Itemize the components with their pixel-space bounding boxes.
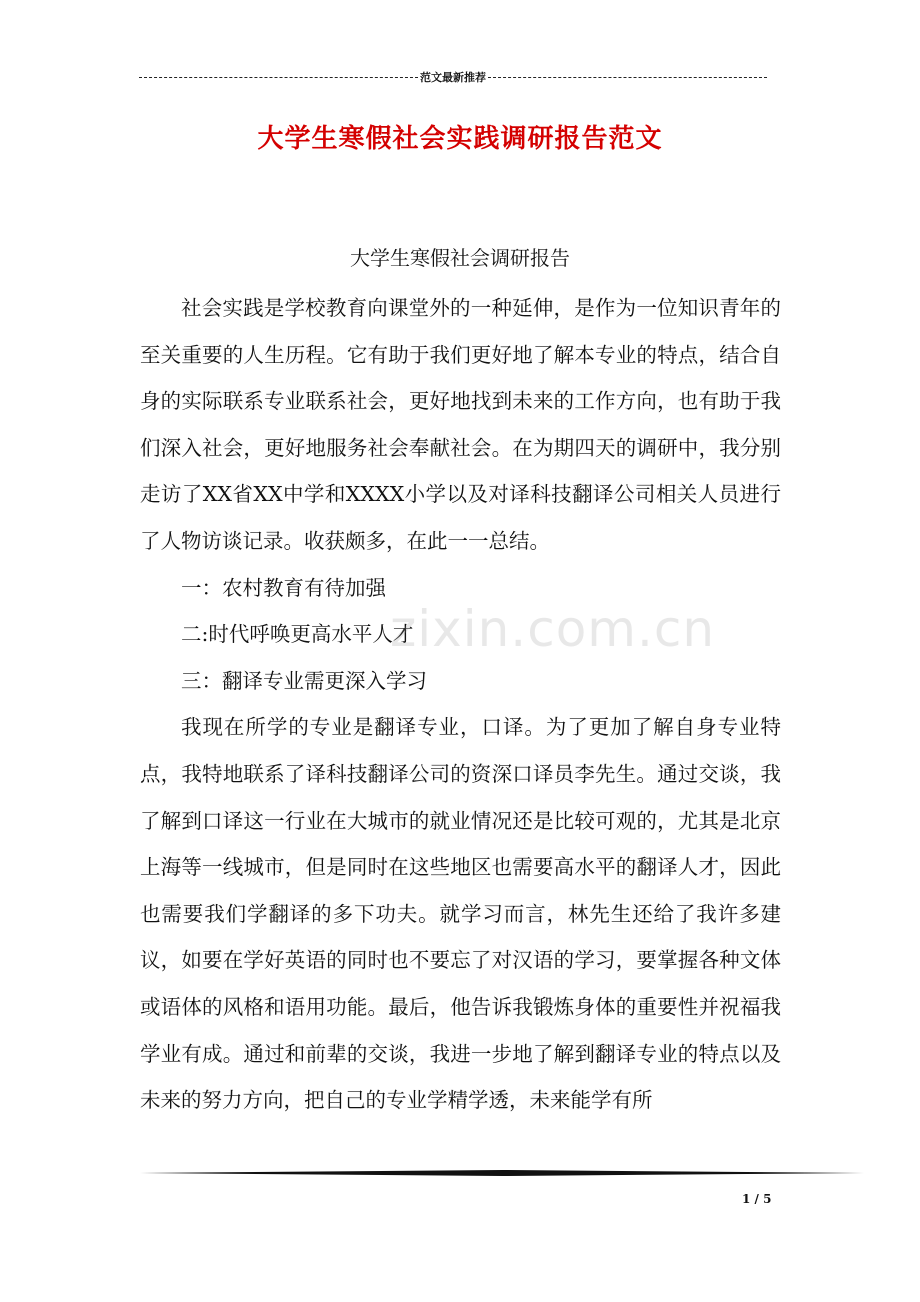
page-number: 1 / 5 [742, 1192, 772, 1206]
header-label: 范文最新推荐 [420, 71, 486, 84]
page-header [139, 68, 767, 86]
header-dashes-right [488, 77, 767, 78]
watermark: zixin.com.cn [390, 600, 716, 658]
section-heading-1: 一：农村教育有待加强 [181, 575, 386, 600]
section-heading-3: 三：翻译专业需更深入学习 [181, 668, 427, 693]
paragraph-intro: 社会实践是学校教育向课堂外的一种延伸，是作为一位知识青年的至关重要的人生历程。它有助于我们更好地了解本专业的特点，结合自身的实际联系专业联系社会，更好地找到未来的工作方向，也有助于我们深入社会，更好地服务社会奉献社会。在为期四天的调研中，我分别走访了XX省XX中学和XXXX小学以及对译科技翻译公司相关人员进行了人物访谈记录。收获颇多，在此一一总结。 [140, 296, 781, 553]
document-title: 大学生寒假社会实践调研报告范文 [257, 124, 663, 154]
section-heading-2: 二:时代呼唤更高水平人才 [181, 622, 414, 647]
document-body [140, 285, 781, 1124]
header-dashes-left [139, 77, 418, 78]
paragraph-translation: 我现在所学的专业是翻译专业，口译。为了更加了解自身专业特点，我特地联系了译科技翻译公司的资深口译员李先生。通过交谈，我了解到口译这一行业在大城市的就业情况还是比较可观的，尤其是北京上海等一线城市，但是同时在这些地区也需要高水平的翻译人才，因此也需要我们学翻译的多下功夫。就学习而言，林先生还给了我许多建议，如要在学好英语的同时也不要忘了对汉语的学习，要掌握各种文体或语体的风格和语用功能。最后，他告诉我锻炼身体的重要性并祝福我学业有成。通过和前辈的交谈，我进一步地了解到翻译专业的特点以及未来的努力方向，把自己的专业学精学透，未来能学有所 [140, 715, 781, 1113]
footer-rule [140, 1170, 864, 1176]
document-subtitle: 大学生寒假社会调研报告 [350, 246, 570, 270]
